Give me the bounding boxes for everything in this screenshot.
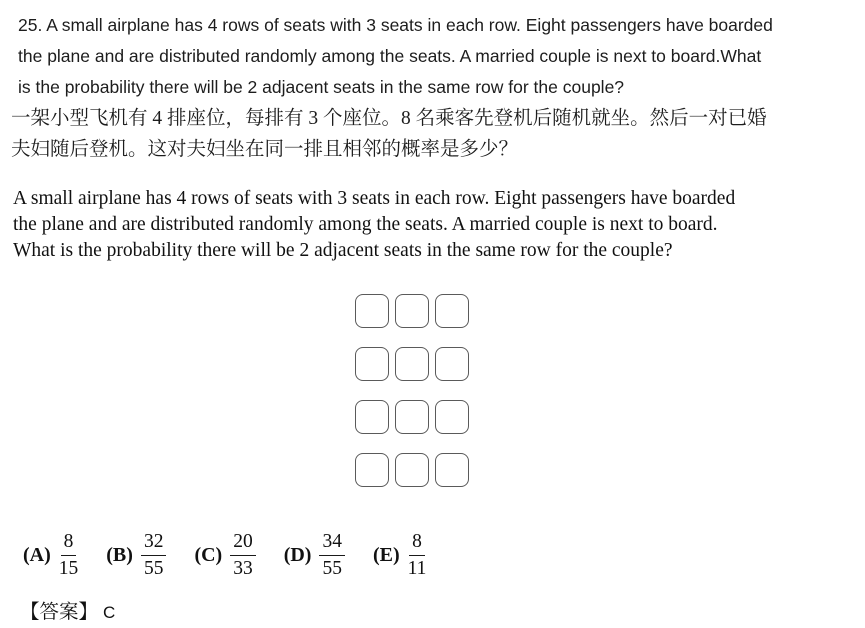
seat	[355, 347, 389, 381]
option-label: (E)	[372, 544, 400, 567]
problem-statement-sans	[18, 10, 865, 103]
answer-line	[20, 596, 865, 624]
seat	[435, 400, 469, 434]
seat-diagram	[355, 294, 469, 487]
problem-statement-chinese	[11, 103, 865, 165]
seat-row	[355, 400, 469, 434]
fraction-denominator: 55	[322, 558, 342, 580]
option-label: (B)	[106, 544, 133, 567]
fraction-denominator: 11	[407, 558, 427, 580]
answer-value: C	[103, 602, 116, 622]
fraction-denominator: 33	[233, 558, 253, 580]
text-line: the plane and are distributed randomly among the seats. A married couple is next to board.	[13, 214, 718, 235]
option-label: (C)	[194, 544, 223, 567]
text-line: is the probability there will be 2 adjacent seats in the same row for the couple?	[18, 77, 625, 97]
seat-row	[355, 347, 469, 381]
fraction-numerator: 34	[319, 531, 345, 556]
fraction	[230, 531, 256, 581]
seat	[395, 453, 429, 487]
option-e	[373, 531, 426, 581]
seat	[435, 347, 469, 381]
fraction	[141, 531, 167, 581]
option-d	[284, 531, 345, 581]
seat-row	[355, 294, 469, 328]
answer-options	[23, 531, 865, 581]
seat	[355, 400, 389, 434]
seat	[395, 400, 429, 434]
fraction-numerator: 8	[61, 531, 77, 556]
text-line: A small airplane has 4 rows of seats with 3 seats in each row. Eight passengers have boarded	[13, 188, 736, 209]
fraction-numerator: 8	[409, 531, 425, 556]
fraction	[59, 531, 79, 581]
fraction-denominator: 15	[58, 558, 79, 580]
answer-label: 【答案】	[20, 601, 99, 623]
option-label: (A)	[23, 544, 51, 567]
seat	[355, 453, 389, 487]
fraction	[408, 531, 427, 581]
option-a	[23, 531, 78, 581]
fraction-denominator: 55	[143, 558, 164, 580]
seat	[355, 294, 389, 328]
problem-statement-serif	[13, 186, 865, 264]
text-line: 25. A small airplane has 4 rows of seats with 3 seats in each row. Eight passengers have boarded	[18, 15, 773, 35]
option-b	[106, 531, 166, 581]
text-line: What is the probability there will be 2 adjacent seats in the same row for the couple?	[13, 240, 673, 261]
text-line: the plane and are distributed randomly among the seats. A married couple is next to board.What	[18, 46, 762, 66]
seat	[395, 294, 429, 328]
seat	[435, 453, 469, 487]
option-label: (D)	[283, 544, 312, 567]
fraction-numerator: 20	[230, 531, 256, 556]
seat-row	[355, 453, 469, 487]
fraction	[319, 531, 345, 581]
fraction-numerator: 32	[141, 531, 167, 556]
seat	[395, 347, 429, 381]
text-line: 夫妇随后登机。这对夫妇坐在同一排且相邻的概率是多少？	[11, 139, 519, 160]
seat	[435, 294, 469, 328]
text-line: 一架小型飞机有 4 排座位，每排有 3 个座位。8 名乘客先登机后随机就坐。然后一对已婚	[11, 108, 767, 129]
option-c	[194, 531, 255, 581]
